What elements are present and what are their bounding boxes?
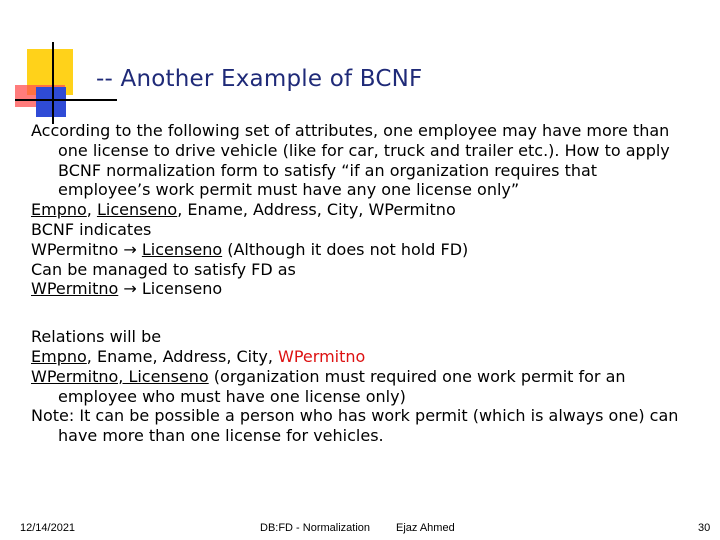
intro-paragraph: According to the following set of attributes, one employee may have more than one license to drive vehicle (like for car, truck and trailer etc.). How to apply BCNF normalization form to satisfy “if an organization requires that employee’s work permit must have any one license only”: [31, 121, 670, 200]
bcnf-indicates-line: BCNF indicates: [31, 219, 152, 239]
attr-rest: , Ename, Address, City, WPermitno: [177, 200, 456, 220]
arrow-right-icon: →: [123, 239, 137, 259]
relation-2: [31, 367, 691, 407]
relation-1: [31, 347, 691, 367]
relations-label: Relations will be: [31, 327, 162, 347]
footer-course: DB:FD - Normalization: [260, 522, 371, 534]
slide-title: -- Another Example of BCNF: [96, 66, 423, 92]
attr-empno: Empno: [31, 200, 87, 220]
footer-date: 12/14/2021: [20, 522, 76, 534]
rel1-middle: , Ename, Address, City,: [86, 346, 279, 366]
note-paragraph: Note: It can be possible a person who has work permit (which is always one) can have more than one license for vehicles.: [31, 406, 679, 446]
decor-vertical-line: [52, 42, 54, 124]
fd-line: [31, 240, 691, 260]
slide-body: [31, 121, 691, 446]
fd2-rhs: Licenseno: [141, 279, 223, 299]
footer-author: Ejaz Ahmed: [396, 522, 455, 534]
managed-line: Can be managed to satisfy FD as: [31, 259, 296, 279]
fd-lhs: WPermitno: [31, 239, 119, 259]
spacer: [31, 299, 691, 327]
rel2-rest: (organization must required one work permit for an employee who must have one license only): [58, 366, 626, 406]
arrow-right-icon: →: [123, 279, 137, 299]
fd-note: (Although it does not hold FD): [222, 239, 469, 259]
fd-rhs: Licenseno: [141, 239, 223, 259]
rel2-underlined: WPermitno, Licenseno: [31, 366, 209, 386]
attribute-list: Empno, Licenseno, Ename, Address, City, WPermitno: [31, 200, 456, 220]
rel1-wpermitno: WPermitno: [278, 346, 366, 366]
fd2-lhs: WPermitno: [31, 279, 119, 299]
rel1-empno: Empno: [31, 346, 87, 366]
fd-line-2: [31, 279, 691, 299]
decor-horizontal-line: [15, 99, 117, 101]
decor-blue-square: [36, 87, 66, 117]
footer-page-number: 30: [698, 522, 711, 534]
attr-licenseno: Licenseno: [96, 200, 178, 220]
